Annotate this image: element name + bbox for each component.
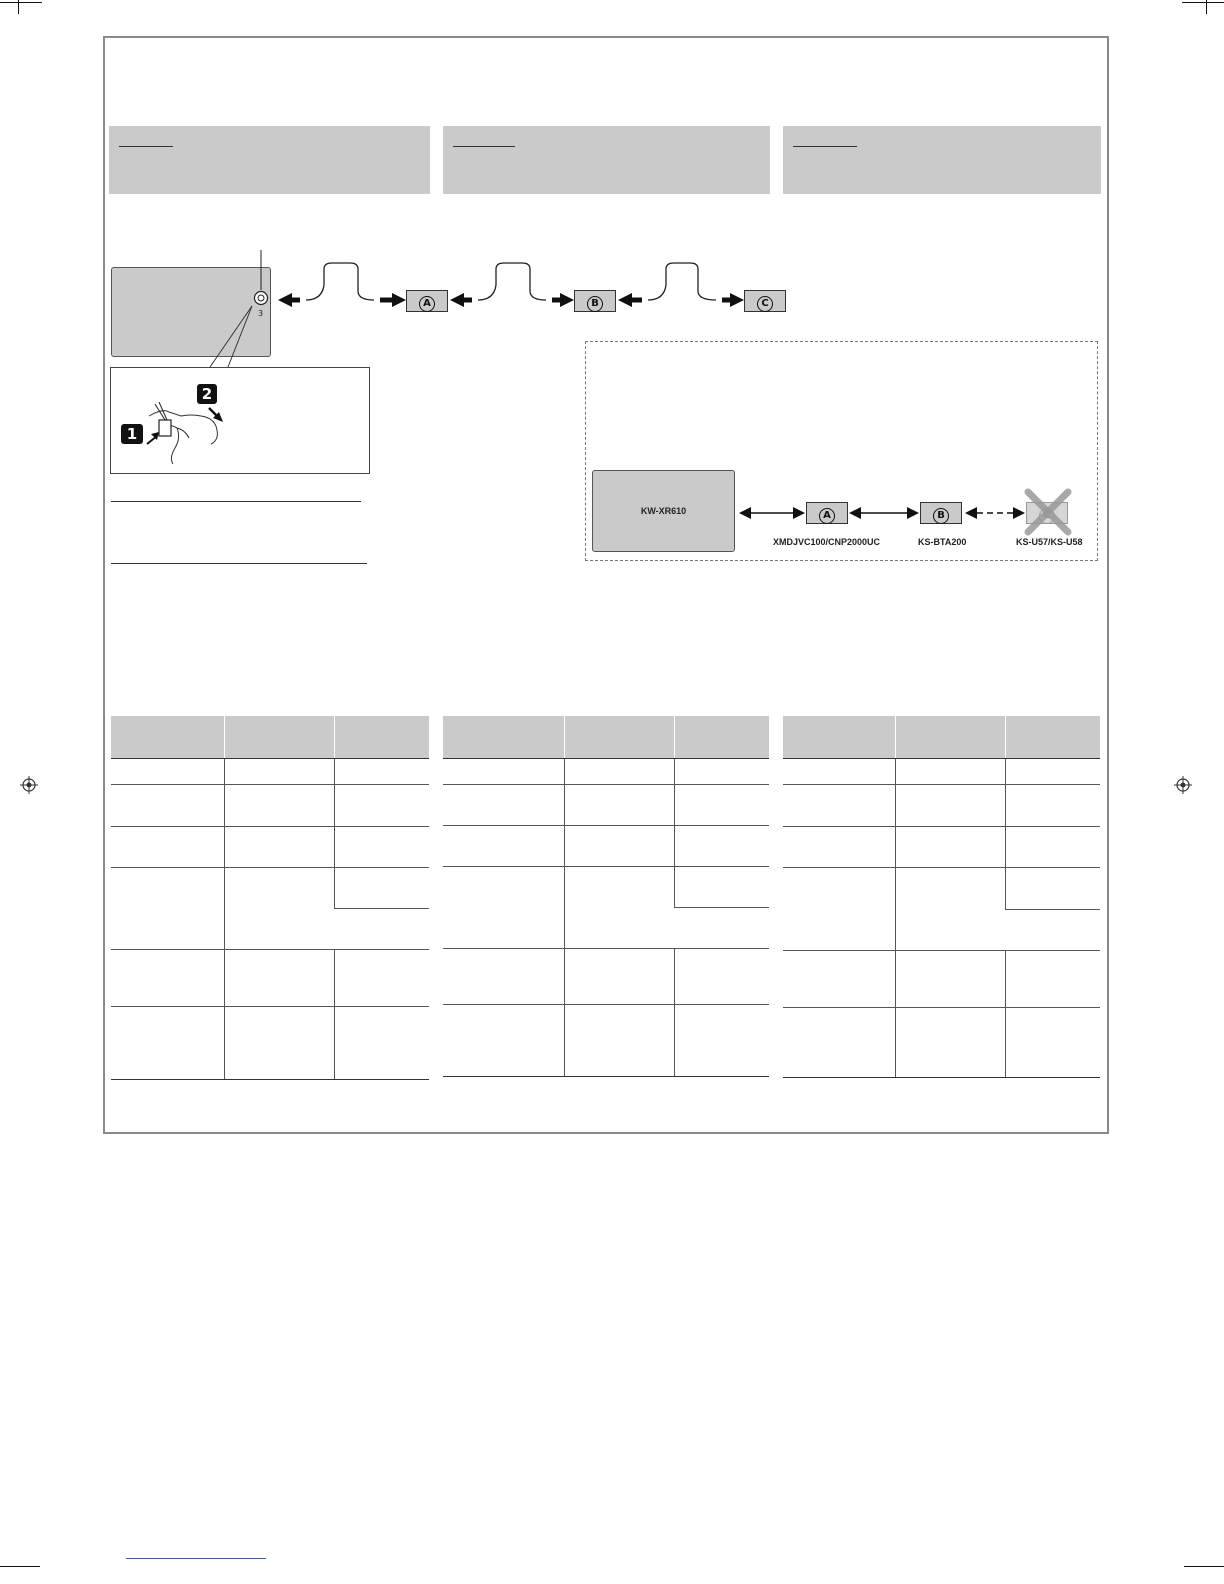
table-row — [443, 1005, 769, 1077]
example-chain-arrows — [735, 500, 1035, 526]
table-row — [111, 827, 429, 868]
table-row — [443, 759, 769, 785]
step-badge-1: 1 — [121, 424, 143, 444]
table-row — [111, 868, 429, 909]
section-banner-1 — [109, 126, 430, 194]
text-rule — [111, 501, 361, 502]
model-label-b: KS-BTA200 — [918, 537, 967, 547]
table-row — [111, 785, 429, 827]
step-badge-2: 2 — [197, 384, 217, 404]
not-allowed-cross-icon — [1024, 488, 1072, 536]
banner-rule — [453, 146, 515, 147]
callout-lines — [200, 300, 270, 370]
device-box-a — [406, 290, 448, 312]
crop-mark — [1182, 2, 1224, 3]
table-row — [443, 826, 769, 867]
device-box-b — [574, 290, 616, 312]
crop-mark — [0, 1566, 40, 1567]
example-device-a — [806, 502, 848, 524]
table-row — [783, 951, 1100, 1008]
registration-mark-right — [1174, 776, 1192, 794]
top-chain-cables — [270, 255, 790, 315]
table-row — [783, 1008, 1100, 1078]
example-device-b — [920, 502, 962, 524]
registration-mark-left — [20, 776, 38, 794]
inset-disconnect-illustration — [110, 367, 370, 474]
section-banner-2 — [443, 126, 770, 194]
spec-table-1 — [111, 716, 429, 1080]
table-row — [443, 785, 769, 826]
crop-mark — [0, 2, 42, 3]
device-letter: B — [933, 508, 949, 524]
table-header-row — [111, 716, 429, 759]
table-row — [443, 949, 769, 1005]
table-row — [783, 868, 1100, 910]
hand-plug-illustration — [111, 368, 369, 473]
device-letter: A — [819, 508, 835, 524]
crop-mark — [1206, 0, 1207, 14]
device-letter: C — [757, 296, 773, 312]
device-letter: A — [419, 296, 435, 312]
table-row — [111, 950, 429, 1007]
text-rule — [111, 563, 367, 564]
main-unit-label: KW-XR610 — [592, 470, 735, 552]
table-row — [111, 759, 429, 785]
crop-mark — [1184, 1566, 1224, 1567]
device-box-c — [744, 290, 786, 312]
table-row — [783, 785, 1100, 827]
section-banner-3 — [783, 126, 1101, 194]
spec-table-3 — [783, 716, 1100, 1078]
model-label-a: XMDJVC100/CNP2000UC — [773, 537, 881, 547]
table-header-row — [783, 716, 1100, 759]
table-row — [111, 1007, 429, 1080]
banner-rule — [119, 146, 173, 147]
table-row — [783, 759, 1100, 785]
device-letter: B — [587, 296, 603, 312]
table-row — [783, 827, 1100, 868]
banner-rule — [793, 146, 857, 147]
svg-text:3: 3 — [258, 309, 264, 318]
model-label-c: KS-U57/KS-U58 — [1016, 537, 1083, 547]
footer-rule — [126, 1558, 266, 1559]
table-row — [443, 867, 769, 908]
spec-table-2 — [443, 716, 769, 1077]
table-header-row — [443, 716, 769, 759]
